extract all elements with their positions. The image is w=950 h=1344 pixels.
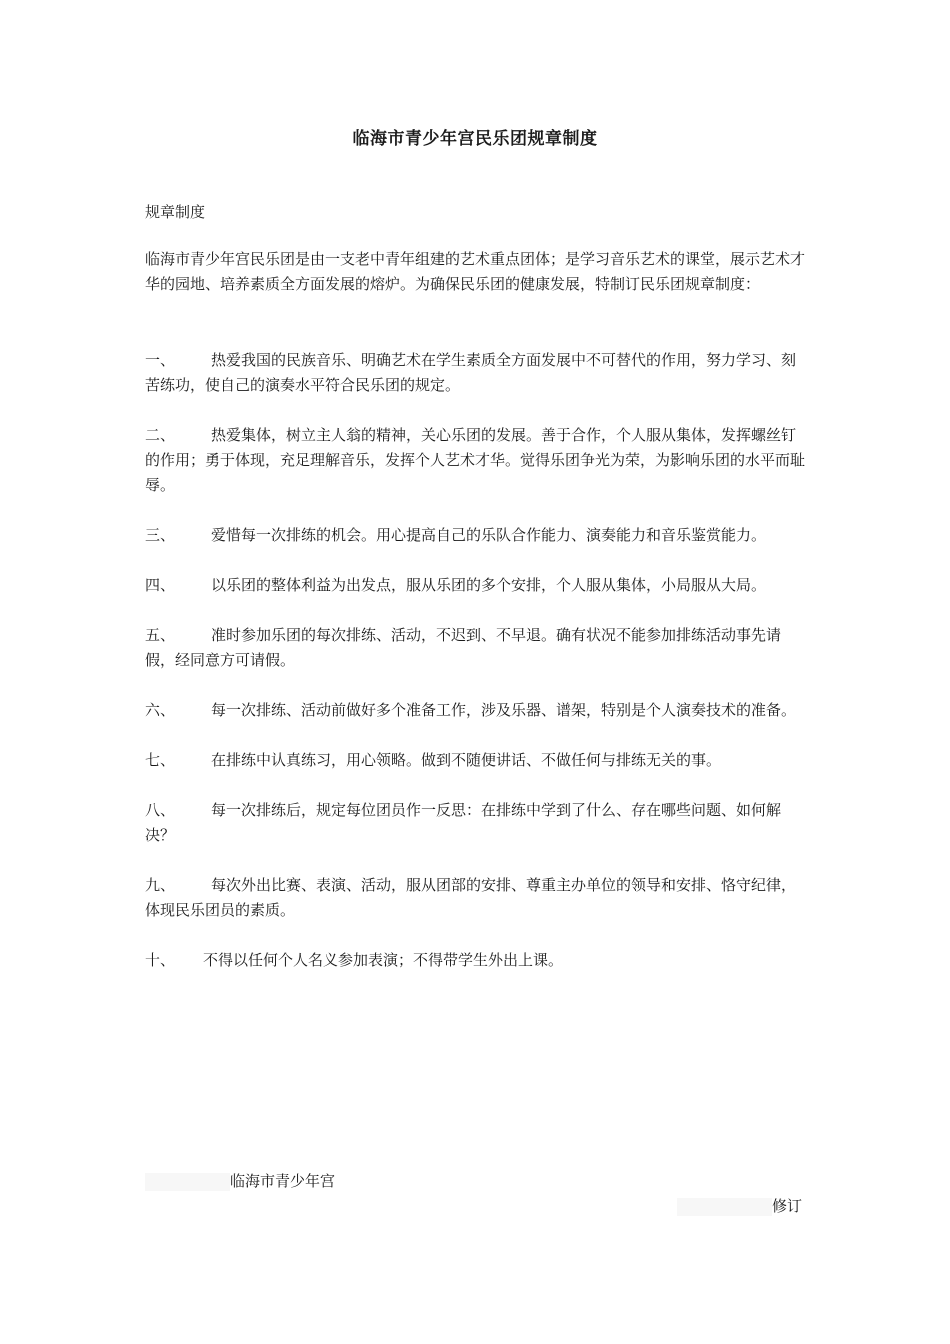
rule-item [145, 623, 807, 673]
rule-number: 二、 [145, 426, 176, 444]
rule-text: 爱惜每一次排练的机会。用心提高自己的乐队合作能力、演奏能力和音乐鉴赏能力。 [211, 526, 767, 544]
rule-text: 每一次排练、活动前做好多个准备工作，涉及乐器、谱架，特别是个人演奏技术的准备。 [211, 701, 797, 719]
rule-item [145, 873, 807, 923]
rule-number: 一、 [145, 351, 176, 369]
rule-number: 七、 [145, 751, 176, 769]
revision-label: 修订 [772, 1197, 803, 1215]
rule-number: 六、 [145, 701, 176, 719]
intro-paragraph: 临海市青少年宫民乐团是由一支老中青年组建的艺术重点团体；是学习音乐艺术的课堂，展示艺术才华的园地、培养素质全方面发展的熔炉。为确保民乐团的健康发展，特制订民乐团规章制度： [145, 250, 806, 293]
rule-number: 九、 [145, 876, 176, 894]
rule-number: 三、 [145, 526, 176, 544]
rule-number: 八、 [145, 801, 176, 819]
footer-organization [145, 1170, 335, 1192]
section-heading: 规章制度 [145, 203, 206, 221]
rule-item [145, 798, 807, 848]
rule-text: 不得以任何个人名义参加表演；不得带学生外出上课。 [203, 951, 564, 969]
document-title: 临海市青少年宫民乐团规章制度 [352, 129, 598, 149]
rule-item [145, 698, 807, 723]
rule-item [145, 423, 807, 498]
rule-number: 五、 [145, 626, 176, 644]
rule-text: 热爱集体，树立主人翁的精神，关心乐团的发展。善于合作，个人服从集体，发挥螺丝钉的作用；勇于体现，充足理解音乐，发挥个人艺术才华。觉得乐团争光为荣，为影响乐团的水平而耻辱。 [145, 426, 806, 494]
rule-item [145, 523, 807, 548]
rule-item [145, 948, 807, 973]
rule-text: 在排练中认真练习，用心领略。做到不随便讲话、不做任何与排练无关的事。 [211, 751, 722, 769]
rule-text: 以乐团的整体利益为出发点，服从乐团的多个安排，个人服从集体，小局服从大局。 [211, 576, 767, 594]
organization-name: 临海市青少年宫 [230, 1172, 336, 1190]
footer-revision [677, 1195, 802, 1217]
rule-text: 每一次排练后，规定每位团员作一反思：在排练中学到了什么、存在哪些问题、如何解决？ [145, 801, 782, 844]
rule-item [145, 748, 807, 773]
rule-text: 每次外出比赛、表演、活动，服从团部的安排、尊重主办单位的领导和安排、恪守纪律，体现民乐团员的素质。 [145, 876, 797, 919]
rule-number: 四、 [145, 576, 176, 594]
rule-number: 十、 [145, 951, 176, 969]
rules-list [145, 348, 807, 998]
rule-text: 准时参加乐团的每次排练、活动，不迟到、不早退。确有状况不能参加排练活动事先请假，经同意方可请假。 [145, 626, 782, 669]
footer-spacer [677, 1198, 772, 1216]
footer-spacer [145, 1173, 230, 1191]
rule-item [145, 348, 807, 398]
rule-text: 热爱我国的民族音乐、明确艺术在学生素质全方面发展中不可替代的作用，努力学习、刻苦练功，使自己的演奏水平符合民乐团的规定。 [145, 351, 797, 394]
rule-item [145, 573, 807, 598]
